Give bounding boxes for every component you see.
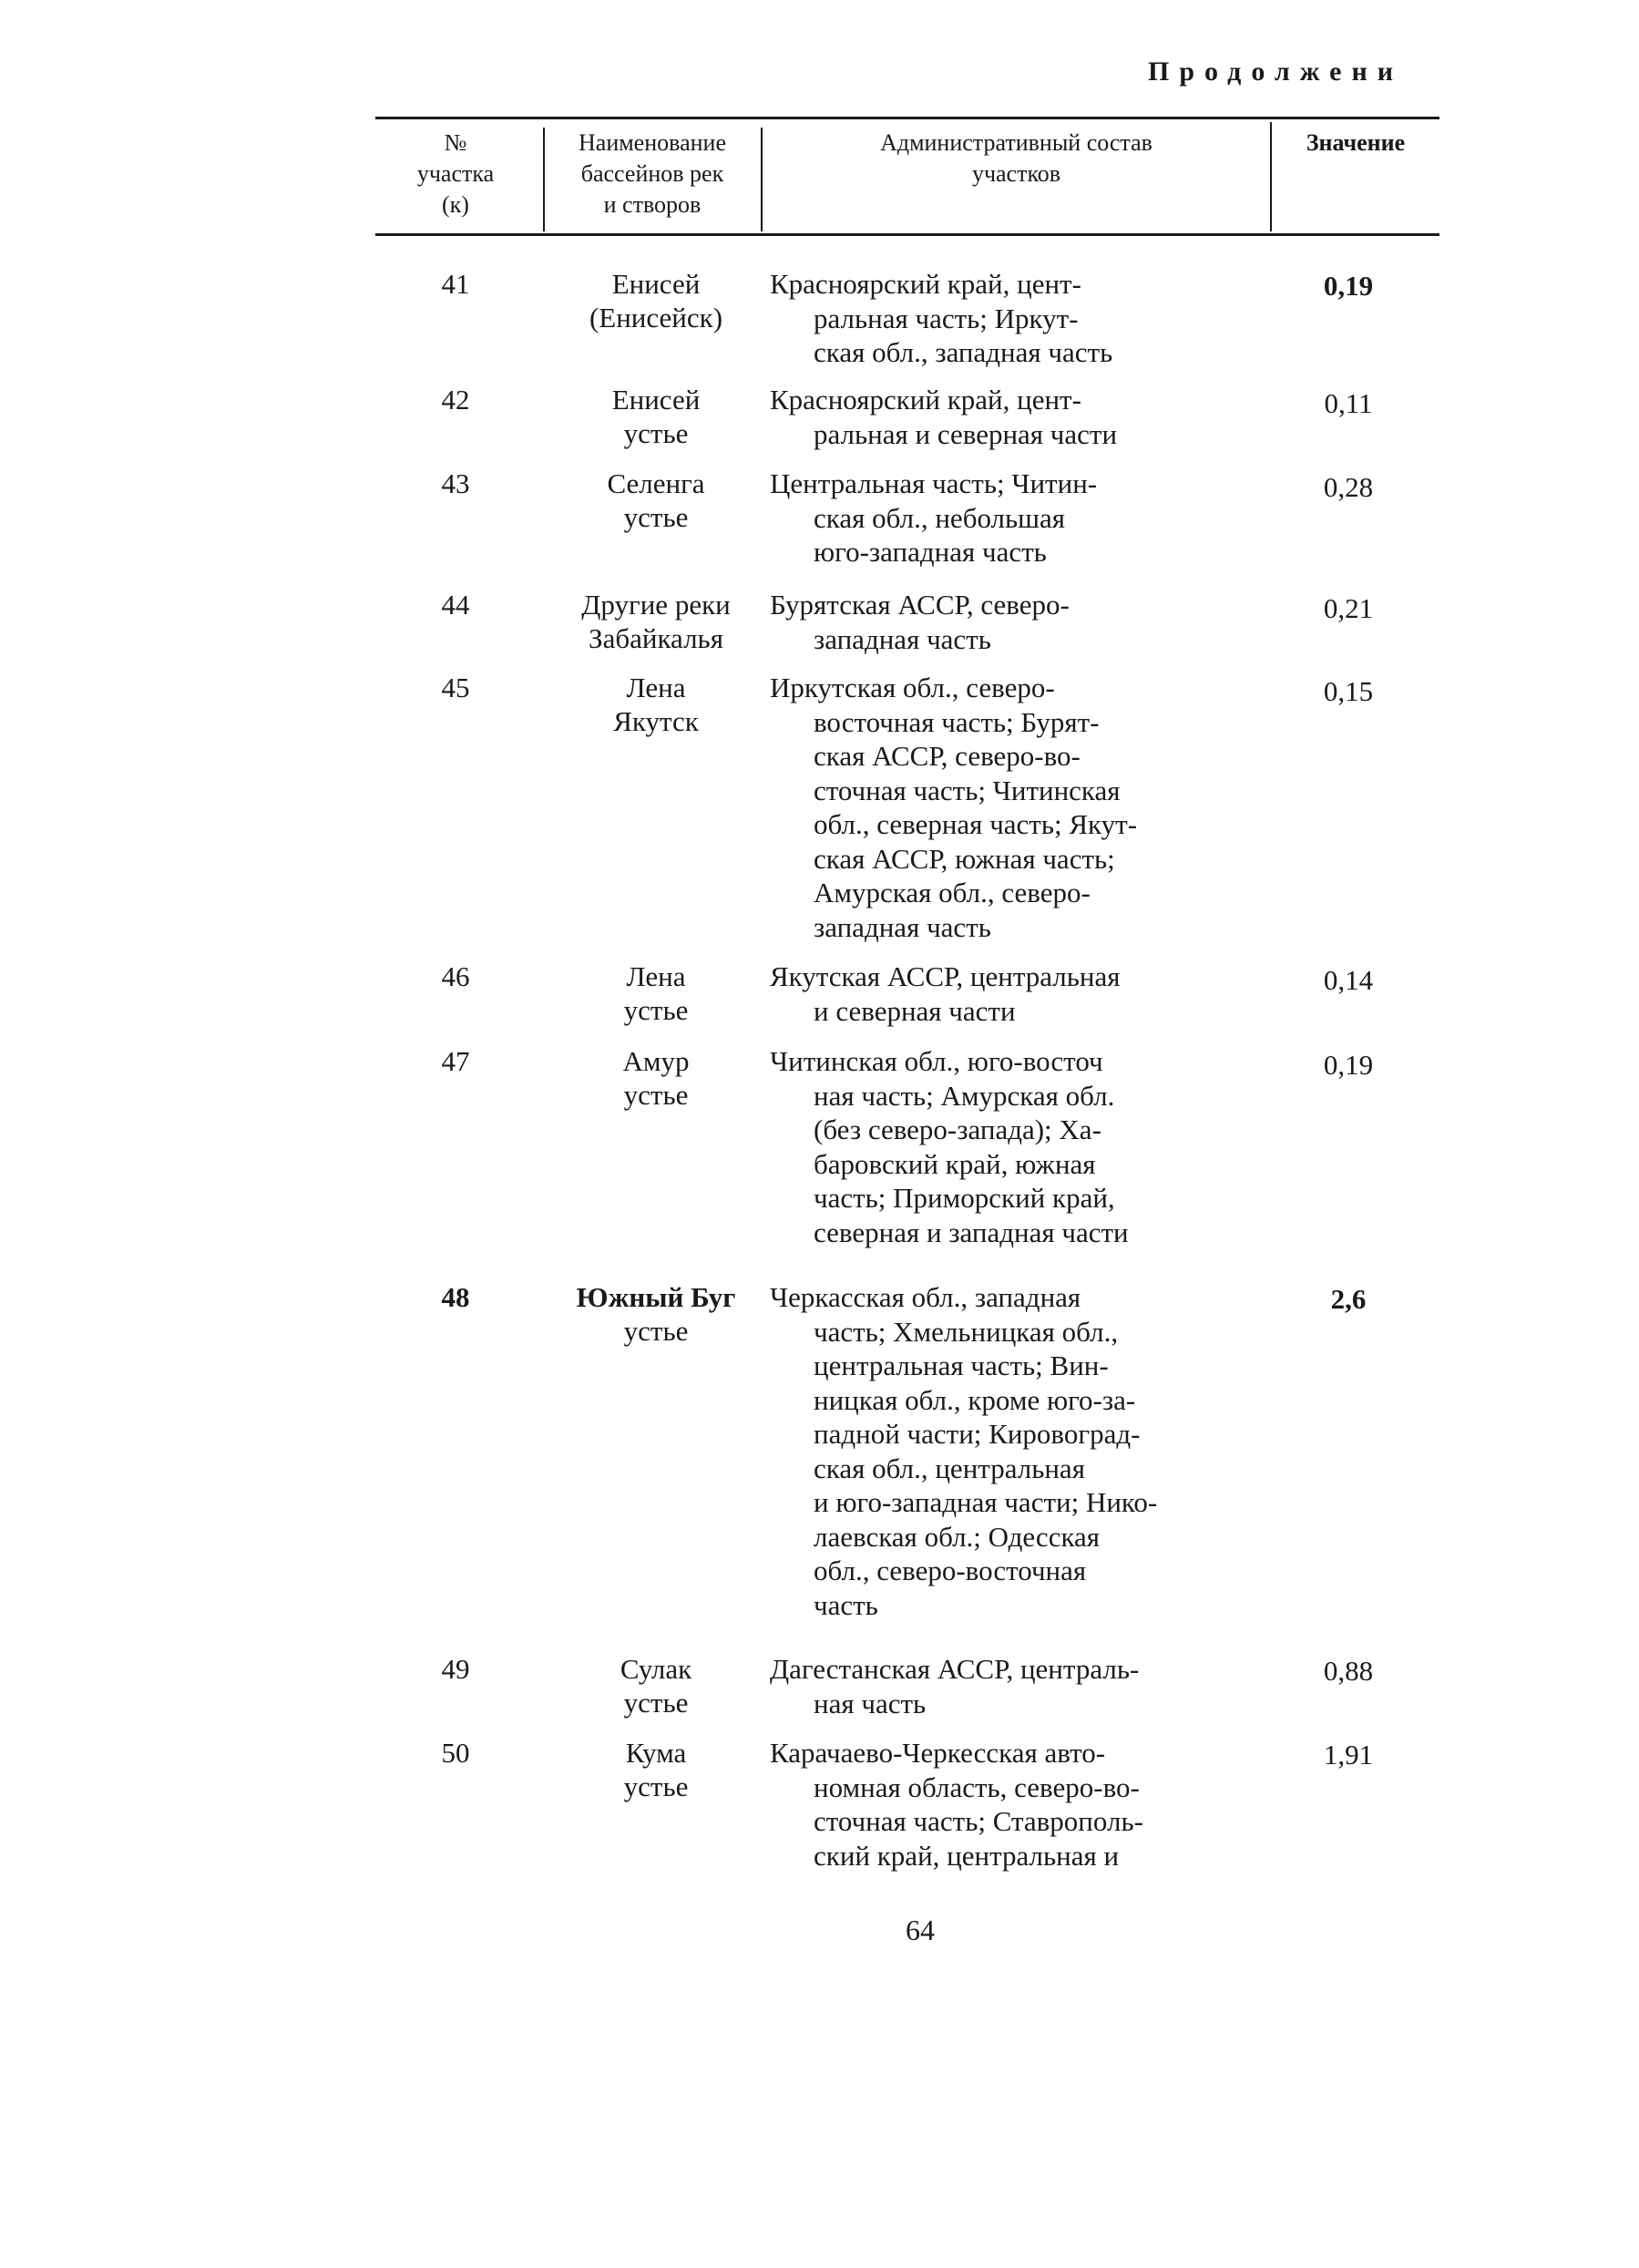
- row-49-num: 49: [441, 1653, 470, 1685]
- row-47-basin: Амур устье: [622, 1045, 690, 1111]
- header-top-rule: [375, 117, 1439, 119]
- row-45-basin: Лена Якутск: [613, 672, 699, 737]
- row-50-num: 50: [441, 1737, 470, 1769]
- row-42-basin: Енисей устье: [611, 384, 701, 449]
- header-num: № участка (к): [416, 129, 495, 218]
- header-basin: Наименование бассейнов рек и створов: [579, 129, 726, 218]
- row-49-value: 0,88: [1323, 1655, 1374, 1687]
- row-46-admin: Якутская АССР, центральная и северная части: [770, 960, 1121, 1027]
- row-46-num: 46: [441, 960, 470, 992]
- continuation-label: Продолжени: [1148, 56, 1404, 87]
- row-43-num: 43: [441, 467, 470, 499]
- row-45-admin: Иркутская обл., северо- восточная часть; Бурят- ская АССР, северо-во- сточная часть; Читинская обл., северная часть; Якут- ская АССР, южная часть; Амурская обл., северо- западная часть: [770, 672, 1138, 943]
- page-number: 64: [906, 1914, 935, 1946]
- row-43-basin: Селенга устье: [607, 467, 705, 533]
- header-admin: Административный состав участков: [880, 129, 1152, 187]
- row-44-num: 44: [441, 589, 470, 621]
- header-value: Значение: [1306, 129, 1406, 156]
- row-43-value: 0,28: [1323, 471, 1374, 503]
- row-47-value: 0,19: [1323, 1049, 1374, 1081]
- row-41-basin: Енисей (Енисейск): [589, 268, 723, 334]
- row-41-admin: Красноярский край, цент- ральная часть; Иркут- ская обл., западная часть: [770, 268, 1113, 368]
- row-42-admin: Красноярский край, цент- ральная и северная части: [770, 384, 1118, 450]
- row-50-value: 1,91: [1323, 1739, 1374, 1770]
- row-42-num: 42: [441, 384, 470, 416]
- row-44-value: 0,21: [1323, 592, 1374, 624]
- row-50-basin: Кума устье: [623, 1737, 689, 1802]
- row-49-admin: Дагестанская АССР, централь- ная часть: [770, 1653, 1140, 1719]
- row-45-num: 45: [441, 672, 470, 703]
- row-41-num: 41: [441, 268, 470, 300]
- row-46-basin: Лена устье: [623, 960, 689, 1026]
- row-46-value: 0,14: [1323, 964, 1374, 996]
- row-48-admin: Черкасская обл., западная часть; Хмельницкая обл., центральная часть; Вин- ницкая обл., кроме юго-за- падной части; Кировоград- ская обл., центральная и юго-западная части; Нико- лаевская обл.; Одесская обл., северо-восточная часть: [770, 1281, 1158, 1621]
- row-48-basin: Южный Буг устье: [576, 1281, 736, 1347]
- row-44-basin: Другие реки Забайкалья: [581, 589, 731, 654]
- row-49-basin: Сулак устье: [620, 1653, 692, 1719]
- row-45-value: 0,15: [1323, 675, 1374, 707]
- row-48-num: 48: [441, 1281, 470, 1313]
- row-47-num: 47: [441, 1045, 470, 1077]
- header-divider-2: [761, 128, 763, 231]
- row-44-admin: Бурятская АССР, северо- западная часть: [770, 589, 1070, 655]
- row-48-value: 2,6: [1330, 1283, 1367, 1315]
- row-50-admin: Карачаево-Черкесская авто- номная область, северо-во- сточная часть; Ставрополь- ский край, центральная и: [770, 1737, 1143, 1872]
- row-43-admin: Центральная часть; Читин- ская обл., небольшая юго-западная часть: [770, 467, 1098, 568]
- row-41-value: 0,19: [1323, 270, 1374, 302]
- row-42-value: 0,11: [1324, 387, 1373, 419]
- header-bottom-rule: [375, 233, 1439, 236]
- row-47-admin: Читинская обл., юго-восточ ная часть; Амурская обл. (без северо-запада); Ха- баровский край, южная часть; Приморский край, северная и западная части: [770, 1045, 1129, 1248]
